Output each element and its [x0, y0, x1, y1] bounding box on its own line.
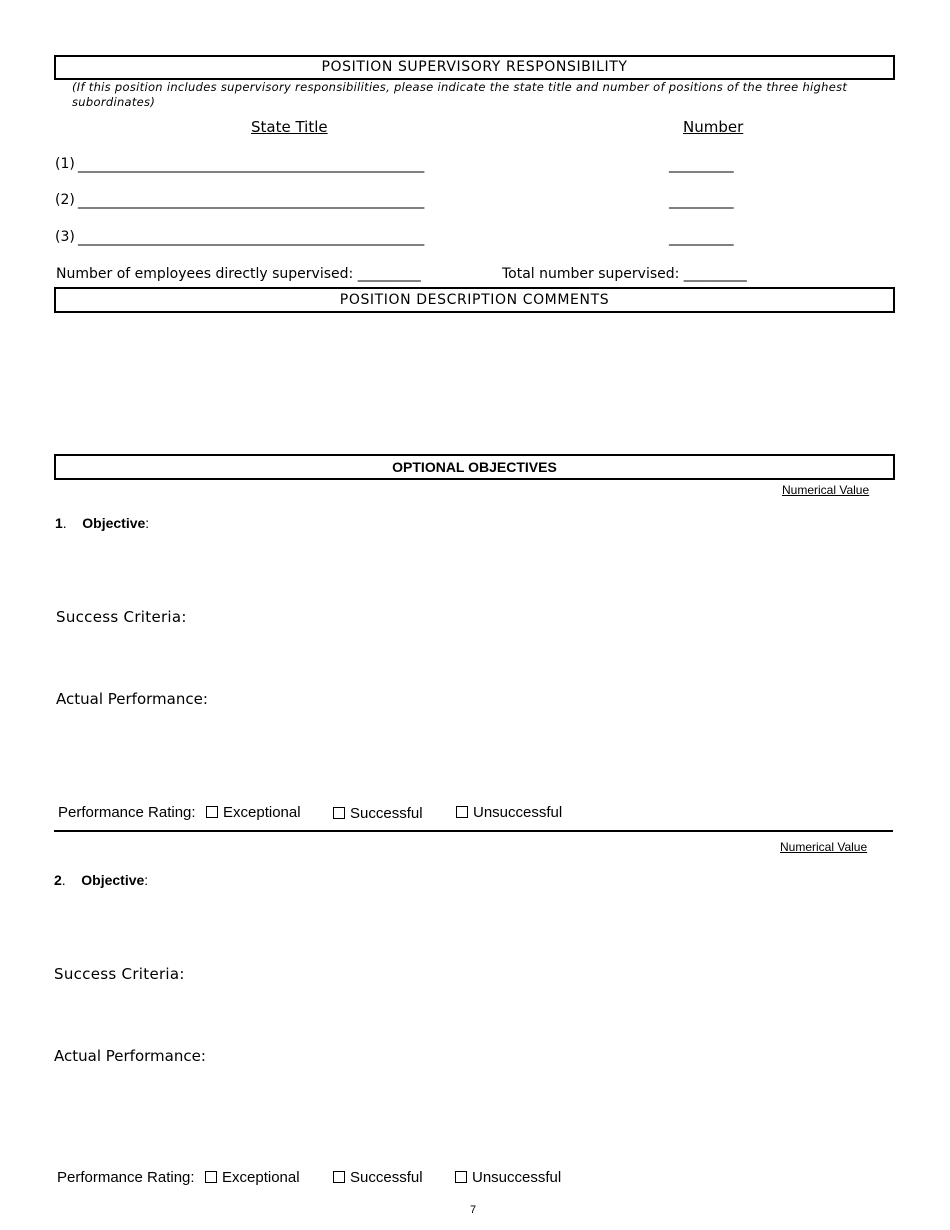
- row-1-label: (1): [55, 156, 75, 172]
- rating-1-unsuccessful[interactable]: Unsuccessful: [456, 804, 562, 821]
- numerical-value-2: Numerical Value: [780, 840, 868, 854]
- success-criteria-1-label: Success Criteria:: [56, 608, 187, 626]
- row-1-number-field[interactable]: __________: [669, 157, 734, 173]
- rating-1-label: Performance Rating:: [58, 804, 196, 821]
- row-2-title-field[interactable]: ______________________________________________________: [78, 193, 424, 209]
- objective-2-heading: 2. Objective:: [54, 872, 149, 888]
- checkbox-icon[interactable]: [205, 1171, 217, 1183]
- supervisory-header: POSITION SUPERVISORY RESPONSIBILITY: [54, 55, 895, 80]
- objective-2-label: Objective: [81, 872, 145, 888]
- checkbox-icon[interactable]: [206, 806, 218, 818]
- row-2-label: (2): [55, 192, 75, 208]
- rating-2-successful[interactable]: Successful: [333, 1169, 423, 1186]
- row-3-title-field[interactable]: ______________________________________________________: [78, 230, 424, 246]
- total-supervised-field[interactable]: Total number supervised: _________: [502, 266, 747, 282]
- row-2-number-field[interactable]: __________: [669, 193, 734, 209]
- comments-header: POSITION DESCRIPTION COMMENTS: [54, 287, 895, 313]
- actual-performance-2-label: Actual Performance:: [54, 1047, 206, 1065]
- objectives-header: OPTIONAL OBJECTIVES: [54, 454, 895, 480]
- row-3-number-field[interactable]: __________: [669, 230, 734, 246]
- checkbox-icon[interactable]: [333, 807, 345, 819]
- row-3-label: (3): [55, 229, 75, 245]
- objective-divider: [54, 830, 893, 832]
- page-number: 7: [470, 1204, 477, 1216]
- row-1-title-field[interactable]: ______________________________________________________: [78, 157, 424, 173]
- directly-supervised-field[interactable]: Number of employees directly supervised: _________: [56, 266, 421, 282]
- rating-1-exceptional[interactable]: Exceptional: [206, 804, 301, 821]
- numerical-value-1: Numerical Value: [782, 483, 870, 497]
- checkbox-icon[interactable]: [333, 1171, 345, 1183]
- actual-performance-1-label: Actual Performance:: [56, 690, 208, 708]
- checkbox-icon[interactable]: [456, 806, 468, 818]
- state-title-header: State Title: [251, 118, 328, 136]
- checkbox-icon[interactable]: [455, 1171, 467, 1183]
- number-header: Number: [683, 118, 744, 136]
- objective-1-number: 1: [55, 515, 63, 531]
- rating-1-successful[interactable]: Successful: [333, 805, 423, 822]
- objective-2-number: 2: [54, 872, 62, 888]
- supervisory-instruction: (If this position includes supervisory responsibilities, please indicate the state title and number of positions of the three highest subordinates): [72, 80, 848, 109]
- rating-2-label: Performance Rating:: [57, 1169, 195, 1186]
- objective-1-heading: 1. Objective:: [55, 515, 150, 531]
- rating-2-exceptional[interactable]: Exceptional: [205, 1169, 300, 1186]
- success-criteria-2-label: Success Criteria:: [54, 965, 185, 983]
- objective-1-label: Objective: [82, 515, 146, 531]
- rating-2-unsuccessful[interactable]: Unsuccessful: [455, 1169, 561, 1186]
